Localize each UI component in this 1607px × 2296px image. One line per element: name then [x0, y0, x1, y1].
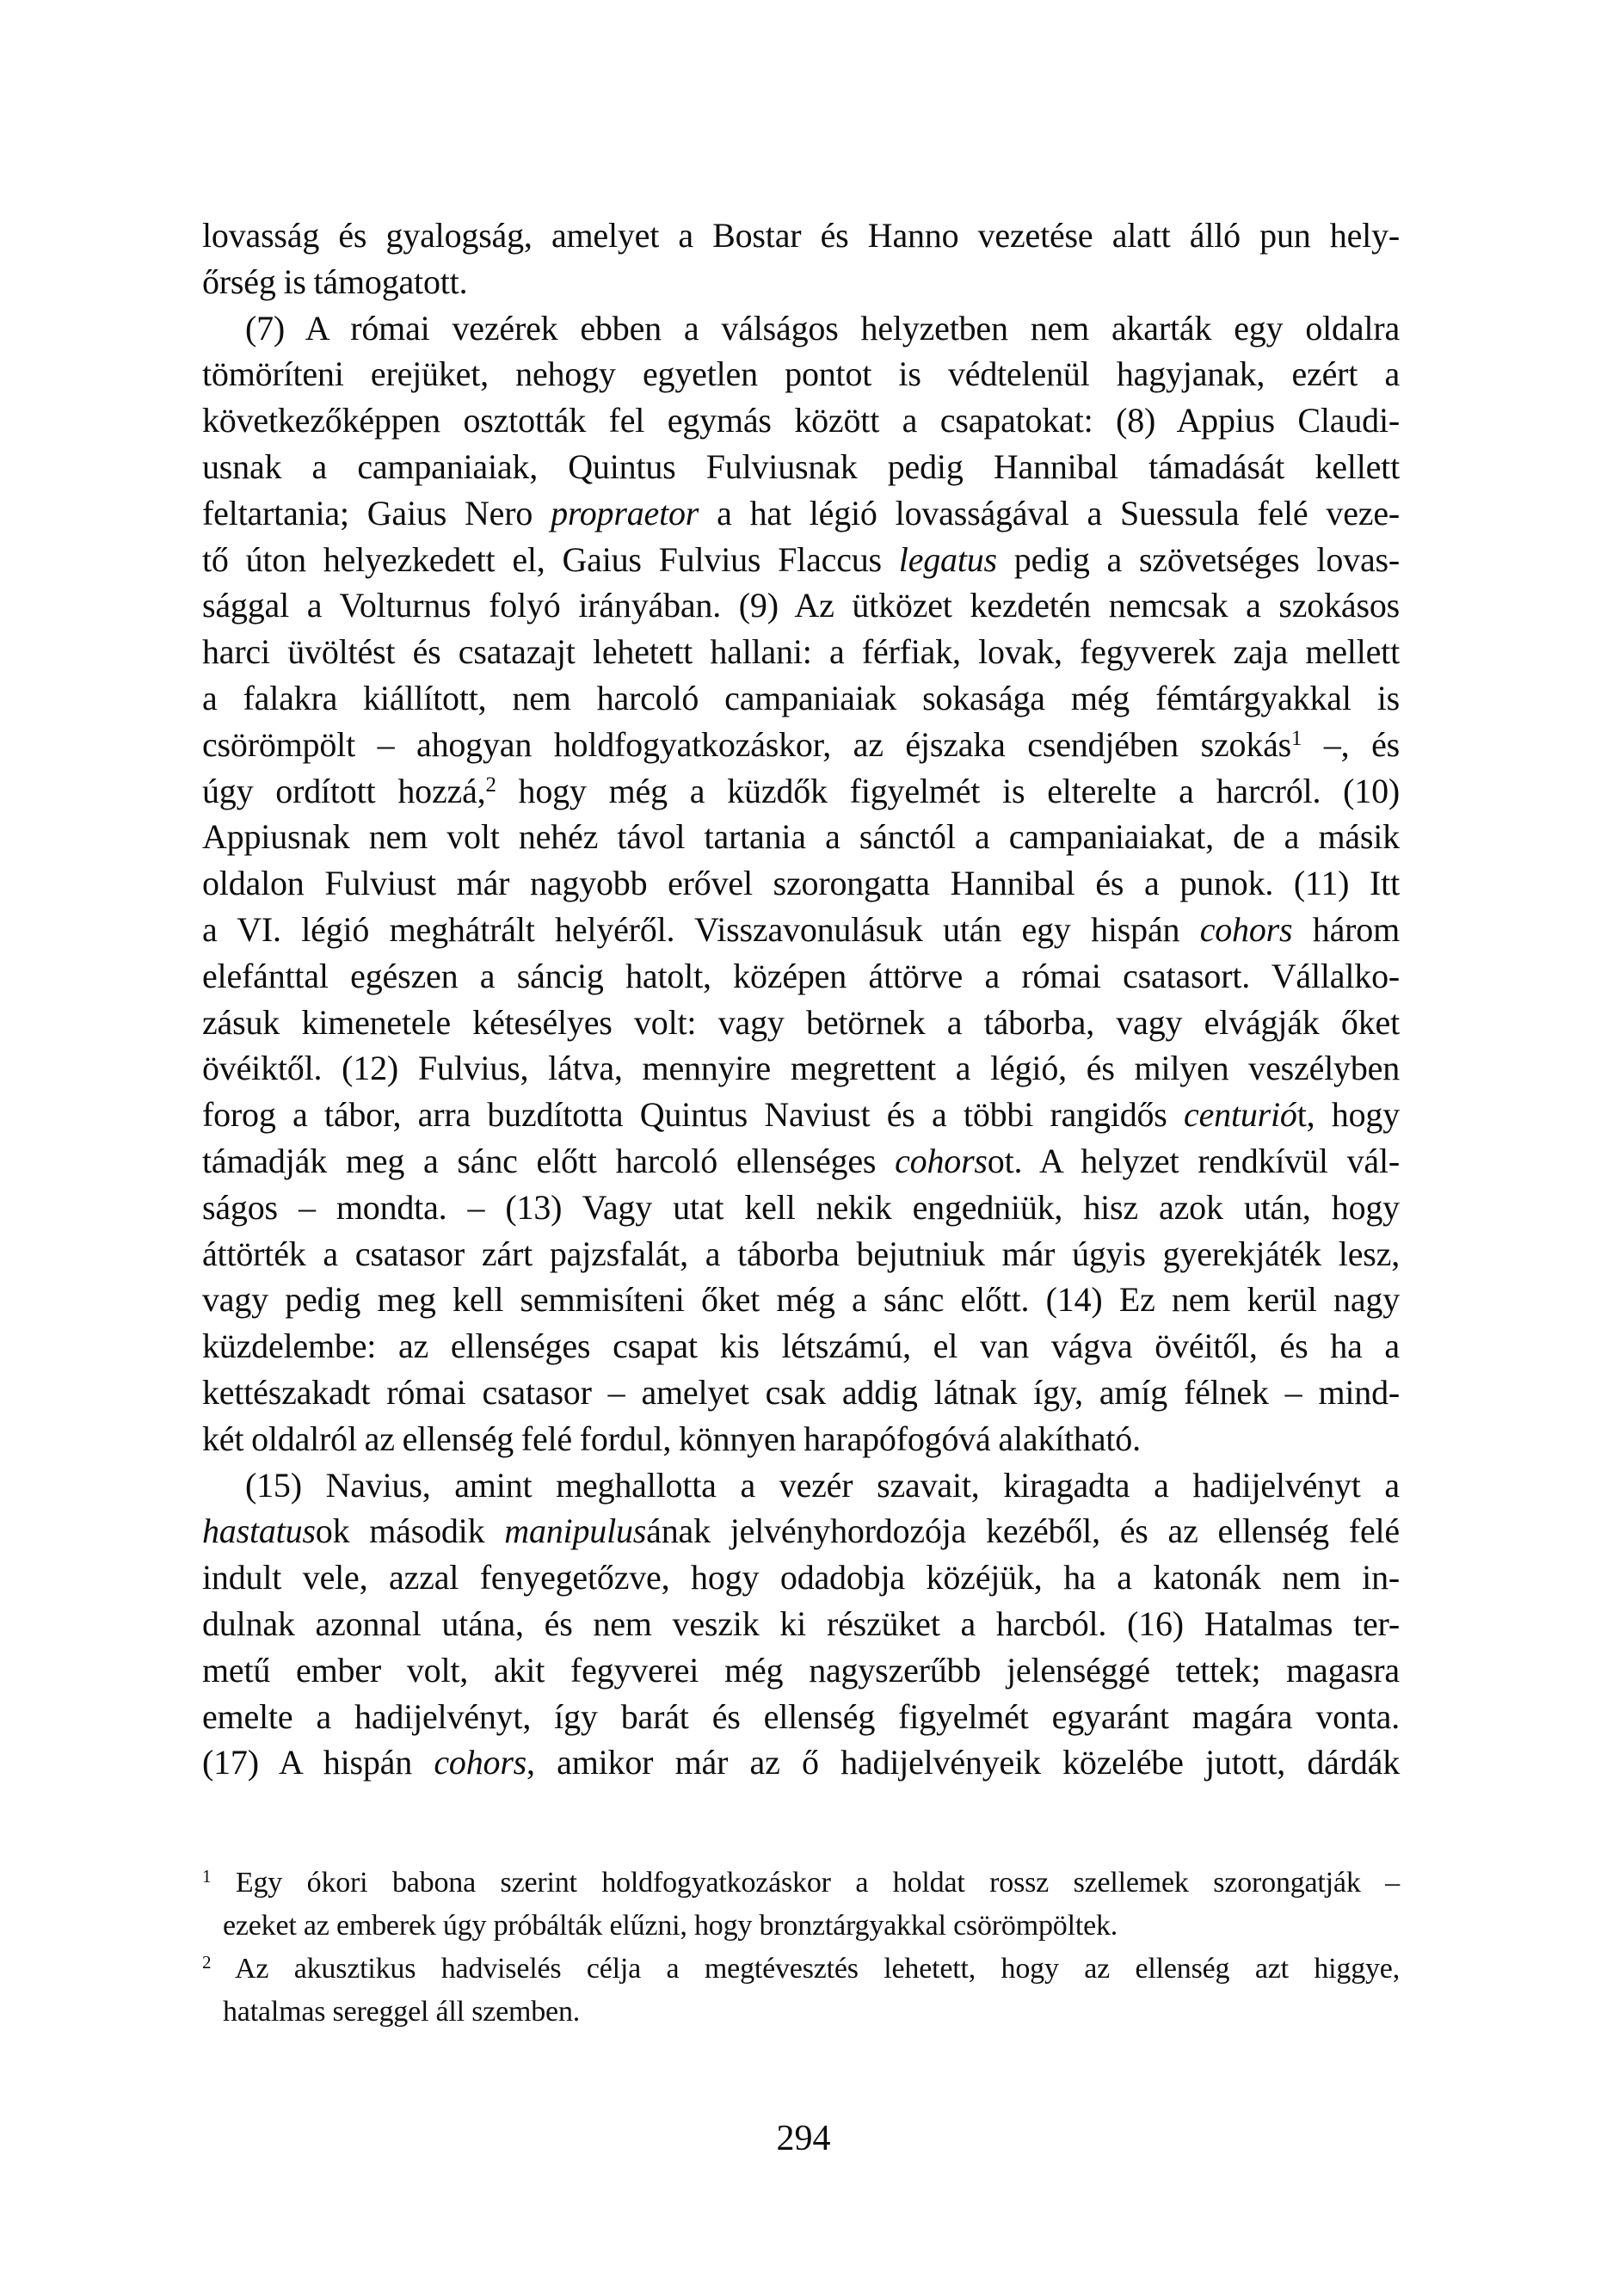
- text-segment: kettészakadt római csatasor – amelyet csak addig látnak így, amíg félnek – mind-: [202, 1372, 1400, 1412]
- body-text-line: [202, 953, 1400, 1000]
- italic-latin-term: manipulus: [504, 1511, 647, 1551]
- body-text-line: [202, 259, 1400, 305]
- body-text-line: [202, 490, 1400, 537]
- text-segment: dulnak azonnal utána, és nem veszik ki részüket a harcból. (16) Hatalmas ter-: [202, 1604, 1400, 1643]
- text-segment: harci üvöltést és csatazajt lehetett hallani: a férfiak, lovak, fegyverek zaja mellett: [202, 632, 1400, 672]
- text-segment: pedig a szövetséges lovas-: [996, 539, 1400, 579]
- text-segment: három: [1292, 909, 1400, 949]
- footnote-line: [202, 1905, 1400, 1948]
- text-segment: hogy még a küzdők figyelmét is elterelte a harcról. (10): [496, 771, 1400, 810]
- italic-latin-term: hastatus: [202, 1511, 316, 1551]
- text-segment: őrség is támogatott.: [202, 262, 468, 301]
- body-text-line: [202, 768, 1400, 815]
- text-segment: emelte a hadijelvényt, így barát és ellenség figyelmét egyaránt magára vonta.: [202, 1696, 1400, 1736]
- body-text-line: [202, 1370, 1400, 1416]
- text-segment: t, hogy: [1296, 1095, 1401, 1135]
- body-text-line: [202, 1601, 1400, 1647]
- body-text-line: [202, 582, 1400, 629]
- body-text-line: [202, 1508, 1400, 1554]
- text-segment: ot. A helyzet rendkívül vál-: [987, 1141, 1400, 1180]
- body-text-line: [202, 1694, 1400, 1740]
- italic-latin-term: cohors: [895, 1141, 988, 1180]
- body-text-line: [202, 722, 1400, 768]
- body-text-line: [202, 675, 1400, 722]
- text-segment: lovasság és gyalogság, amelyet a Bostar és Hanno vezetése alatt álló pun hely-: [202, 216, 1400, 255]
- text-segment: , amikor már az ő hadijelvényeik közelébe jutott, dárdák: [526, 1743, 1400, 1782]
- text-segment: csörömpölt – ahogyan holdfogyatkozáskor, az éjszaka csendjében szokás: [202, 724, 1292, 764]
- body-text-line: [202, 1231, 1400, 1277]
- text-segment: (17) A hispán: [202, 1743, 434, 1782]
- text-segment: áttörték a csatasor zárt pajzsfalát, a táborba bejutniuk már úgyis gyerekjáték lesz,: [202, 1234, 1400, 1273]
- body-text-line: [202, 444, 1400, 490]
- text-segment: Appiusnak nem volt nehéz távol tartania a sánctól a campaniaiakat, de a másik: [202, 817, 1400, 857]
- italic-latin-term: centurió: [1184, 1095, 1297, 1135]
- text-segment: a VI. légió meghátrált helyéről. Visszavonulásuk után egy hispán: [202, 909, 1200, 949]
- body-text-line: [202, 814, 1400, 860]
- body-text-line: [202, 1739, 1400, 1786]
- text-segment: ának jelvényhordozója kezéből, és az ellenség felé: [646, 1511, 1400, 1551]
- text-segment: tömöríteni erejüket, nehogy egyetlen pontot is védtelenül hagyjanak, ezért a: [202, 354, 1400, 394]
- footnotes-block: [202, 1862, 1400, 2034]
- text-segment: támadják meg a sánc előtt harcoló ellenséges: [202, 1141, 896, 1180]
- body-text-line: [202, 212, 1400, 259]
- body-text-line: [202, 1554, 1400, 1601]
- footnote-marker: 1: [202, 1866, 212, 1887]
- body-text-line: [202, 907, 1400, 953]
- text-segment: Az akusztikus hadviselés célja a megtévesztés lehetett, hogy az ellenség azt higgye,: [211, 1953, 1400, 1985]
- body-text-line: [202, 1185, 1400, 1231]
- footnote-marker: 2: [485, 773, 496, 797]
- body-text-line: [202, 860, 1400, 907]
- text-segment: metű ember volt, akit fegyverei még nagyszerűbb jelenséggé tettek; magasra: [202, 1650, 1400, 1690]
- italic-latin-term: legatus: [898, 539, 997, 579]
- body-text-line: [202, 1000, 1400, 1046]
- body-text-line: [202, 1647, 1400, 1694]
- text-segment: sággal a Volturnus folyó irányában. (9) Az ütközet kezdetén nemcsak a szokásos: [202, 586, 1400, 625]
- text-segment: két oldalról az ellenség felé fordul, könnyen harapófogóvá alakítható.: [202, 1419, 1141, 1458]
- text-segment: ezeket az emberek úgy próbálták elűzni, hogy bronztárgyakkal csörömpöltek.: [223, 1910, 1118, 1942]
- body-text-line: [202, 537, 1400, 583]
- text-segment: (7) A római vezérek ebben a válságos helyzetben nem akarták egy oldalra: [245, 308, 1400, 348]
- text-segment: zásuk kimenetele kétesélyes volt: vagy betörnek a táborba, vagy elvágják őket: [202, 1002, 1400, 1042]
- text-segment: (15) Navius, amint meghallotta a vezér szavait, kiragadta a hadijelvényt a: [245, 1465, 1400, 1505]
- text-segment: ok második: [315, 1511, 505, 1551]
- footnote-marker: 2: [202, 1952, 212, 1973]
- text-segment: indult vele, azzal fenyegetőzve, hogy odadobja közéjük, ha a katonák nem in-: [202, 1558, 1400, 1597]
- text-segment: –, és: [1302, 724, 1401, 764]
- text-segment: a hat légió lovasságával a Suessula felé veze-: [699, 493, 1400, 532]
- text-segment: küzdelembe: az ellenséges csapat kis létszámú, el van vágva övéitől, és ha a: [202, 1327, 1400, 1366]
- text-segment: a falakra kiállított, nem harcoló campaniaiak sokasága még fémtárgyakkal is: [202, 678, 1400, 717]
- text-segment: vagy pedig meg kell semmisíteni őket még a sánc előtt. (14) Ez nem kerül nagy: [202, 1280, 1400, 1320]
- text-segment: következőképpen osztották fel egymás között a csapatokat: (8) Appius Claudi-: [202, 401, 1400, 440]
- body-text-line: [202, 1416, 1400, 1462]
- text-segment: tő úton helyezkedett el, Gaius Fulvius Flaccus: [202, 539, 899, 579]
- page-number: 294: [776, 2119, 831, 2158]
- text-segment: elefánttal egészen a sáncig hatolt, középen áttörve a római csatasort. Vállalko-: [202, 956, 1400, 995]
- body-text-line: [202, 305, 1400, 352]
- body-text-line: [202, 397, 1400, 444]
- footnote-marker: 1: [1291, 726, 1302, 750]
- footnote-line: [202, 1991, 1400, 2034]
- text-segment: övéiktől. (12) Fulvius, látva, mennyire megrettent a légió, és milyen veszélyben: [202, 1049, 1400, 1088]
- text-segment: úgy ordított hozzá,: [202, 771, 486, 810]
- italic-latin-term: cohors: [1199, 909, 1293, 949]
- body-text-line: [202, 1092, 1400, 1138]
- footnote-line: [202, 1862, 1400, 1905]
- body-text-line: [202, 1045, 1400, 1092]
- body-text-line: [202, 351, 1400, 397]
- italic-latin-term: propraetor: [551, 493, 699, 532]
- text-segment: feltartania; Gaius Nero: [202, 493, 551, 532]
- body-text-line: [202, 629, 1400, 675]
- text-segment: ságos – mondta. – (13) Vagy utat kell nekik engedniük, hisz azok után, hogy: [202, 1187, 1400, 1227]
- italic-latin-term: cohors: [434, 1743, 527, 1782]
- body-text-line: [202, 1323, 1400, 1370]
- body-text-line: [202, 1462, 1400, 1509]
- text-segment: hatalmas sereggel áll szemben.: [223, 1996, 581, 2028]
- text-segment: forog a tábor, arra buzdította Quintus Naviust és a többi rangidős: [202, 1095, 1185, 1135]
- text-segment: usnak a campaniaiak, Quintus Fulviusnak pedig Hannibal támadását kellett: [202, 446, 1400, 486]
- text-segment: oldalon Fulviust már nagyobb erővel szorongatta Hannibal és a punok. (11) Itt: [202, 864, 1400, 903]
- text-segment: Egy ókori babona szerint holdfogyatkozáskor a holdat rossz szellemek szorongatják –: [211, 1867, 1400, 1899]
- body-text-line: [202, 1277, 1400, 1323]
- footnote-line: [202, 1948, 1400, 1991]
- main-text-block: [202, 212, 1400, 1786]
- body-text-line: [202, 1138, 1400, 1185]
